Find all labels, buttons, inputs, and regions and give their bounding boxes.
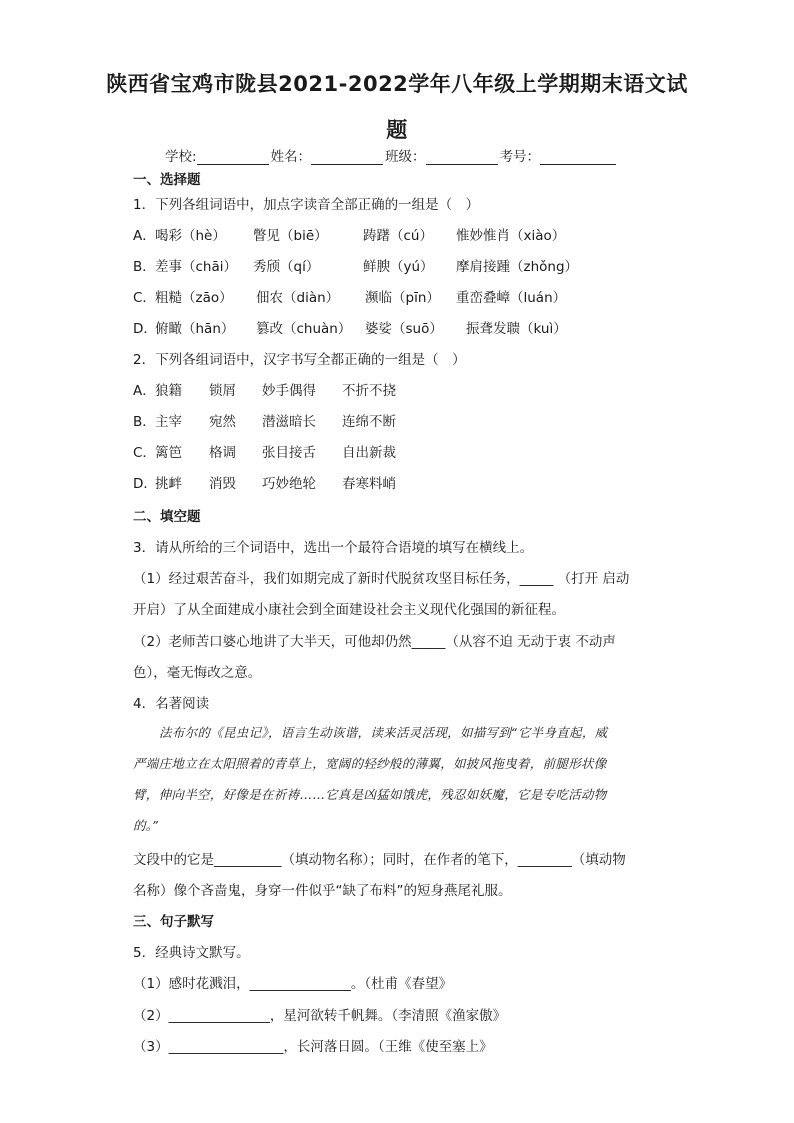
option-item: 挑衅	[155, 476, 182, 492]
question-4-prompt-cont: 名称）像个吝啬鬼，身穿一件似乎“缺了布料”的短身燕尾礼服。	[133, 883, 512, 899]
poem-line: （2）_______________，星河欲转千帆舞。（李清照《渔家傲》	[133, 1008, 507, 1024]
option-item: 濒临（pīn）	[365, 290, 440, 306]
option-label: C．	[133, 445, 156, 461]
option-item: 主宰	[155, 414, 182, 430]
option-label: B．	[133, 414, 156, 430]
option-label: D．	[133, 321, 157, 337]
number-label: 考号：	[499, 149, 541, 165]
option-item: 重峦叠嶂（luán）	[456, 290, 567, 306]
option-item: 巧妙绝轮	[262, 476, 316, 492]
question-3-part-1: （1）经过艰苦奋斗，我们如期完成了新时代脱贫攻坚目标任务，_____ （打开 启动	[133, 571, 630, 587]
name-label: 姓名：	[270, 149, 312, 165]
passage-line: 臂，伸向半空，好像是在祈祷……它真是凶猛如饿虎，残忍如妖魔，它是专吃活动物	[133, 787, 607, 802]
question-4-prompt: 文段中的它是__________（填动物名称）；同时，在作者的笔下，________（填动物	[133, 852, 626, 868]
option-item: 粗糙（zāo）	[155, 290, 233, 306]
option-item: 妙手偶得	[262, 383, 316, 399]
option-label: A．	[133, 228, 156, 244]
option-item: 锁屑	[209, 383, 236, 399]
option-item: 不折不挠	[342, 383, 396, 399]
option-item: 振聋发聩（kuì）	[466, 321, 567, 337]
question-5-stem: 5．经典诗文默写。	[133, 945, 250, 961]
class-blank[interactable]	[426, 150, 498, 165]
class-label: 班级：	[385, 149, 426, 165]
option-item: 瞥见（biē）	[253, 228, 328, 244]
passage-line: 法布尔的《昆虫记》，语言生动诙谐，读来活灵活现，如描写到“它半身直起，威	[159, 725, 608, 740]
option-item: 差事（chāi）	[155, 259, 238, 275]
number-blank[interactable]	[540, 150, 616, 165]
option-item: 消毁	[209, 476, 236, 492]
option-item: 宛然	[209, 414, 236, 430]
passage-line: 的。”	[133, 818, 160, 833]
option-item: 秀颀（qí）	[253, 259, 320, 275]
option-item: 格调	[209, 445, 236, 461]
poem-line: （1）感时花溅泪，_______________。（杜甫《春望》	[133, 976, 453, 992]
option-item: 篱笆	[155, 445, 182, 461]
question-4-stem: 4．名著阅读	[133, 696, 210, 712]
school-blank[interactable]	[197, 150, 269, 165]
question-3-part-2-cont: 色），毫无悔改之意。	[133, 665, 262, 681]
name-blank[interactable]	[311, 150, 383, 165]
option-item: 连绵不断	[342, 414, 396, 430]
option-item: 鲜腴（yú）	[363, 259, 434, 275]
option-item: 狼籍	[155, 383, 182, 399]
passage-line: 严端庄地立在太阳照着的青草上，宽阔的轻纱般的薄翼，如披风拖曳着，前腿形状像	[133, 756, 607, 771]
option-item: 佃农（diàn）	[256, 290, 340, 306]
section-heading-fill: 二、填空题	[133, 509, 201, 525]
option-item: 潜滋暗长	[262, 414, 316, 430]
question-3-part-2: （2）老师苦口婆心地讲了大半天，可他却仍然_____（从容不迫 无动于衷 不动声	[133, 634, 616, 650]
exam-title: 陕西省宝鸡市陇县2021-2022学年八年级上学期期末语文试	[106, 72, 688, 96]
option-label: A．	[133, 383, 156, 399]
option-item: 自出新裁	[342, 445, 396, 461]
question-3-part-1-cont: 开启）了从全面建成小康社会到全面建设社会主义现代化强国的新征程。	[133, 602, 565, 618]
question-3-stem: 3．请从所给的三个词语中，选出一个最符合语境的填写在横线上。	[133, 540, 534, 556]
section-heading-recitation: 三、句子默写	[133, 914, 214, 930]
option-item: 篡改（chuàn）	[256, 321, 352, 337]
option-label: C．	[133, 290, 156, 306]
option-item: 张目接舌	[262, 445, 316, 461]
option-item: 喝彩（hè）	[155, 228, 226, 244]
option-item: 春寒料峭	[342, 476, 396, 492]
question-2-stem: 2．下列各组词语中，汉字书写全都正确的一组是（ ）	[133, 352, 466, 368]
question-1-stem: 1．下列各组词语中，加点字读音全部正确的一组是（ ）	[133, 197, 480, 213]
poem-line: （3）_________________，长河落日圆。（王维《使至塞上》	[133, 1039, 493, 1055]
option-item: 俯瞰（hān）	[155, 321, 235, 337]
option-item: 踌躇（cú）	[363, 228, 433, 244]
option-item: 婆娑（suō）	[365, 321, 443, 337]
exam-title-continued: 题	[386, 118, 408, 142]
reading-passage	[133, 717, 658, 841]
option-label: D．	[133, 476, 157, 492]
section-heading-choice: 一、选择题	[133, 172, 201, 188]
option-label: B．	[133, 259, 156, 275]
student-info-row	[165, 145, 618, 165]
option-item: 摩肩接踵（zhǒng）	[456, 259, 579, 275]
school-label: 学校:	[165, 149, 197, 165]
option-item: 惟妙惟肖（xiào）	[456, 228, 566, 244]
